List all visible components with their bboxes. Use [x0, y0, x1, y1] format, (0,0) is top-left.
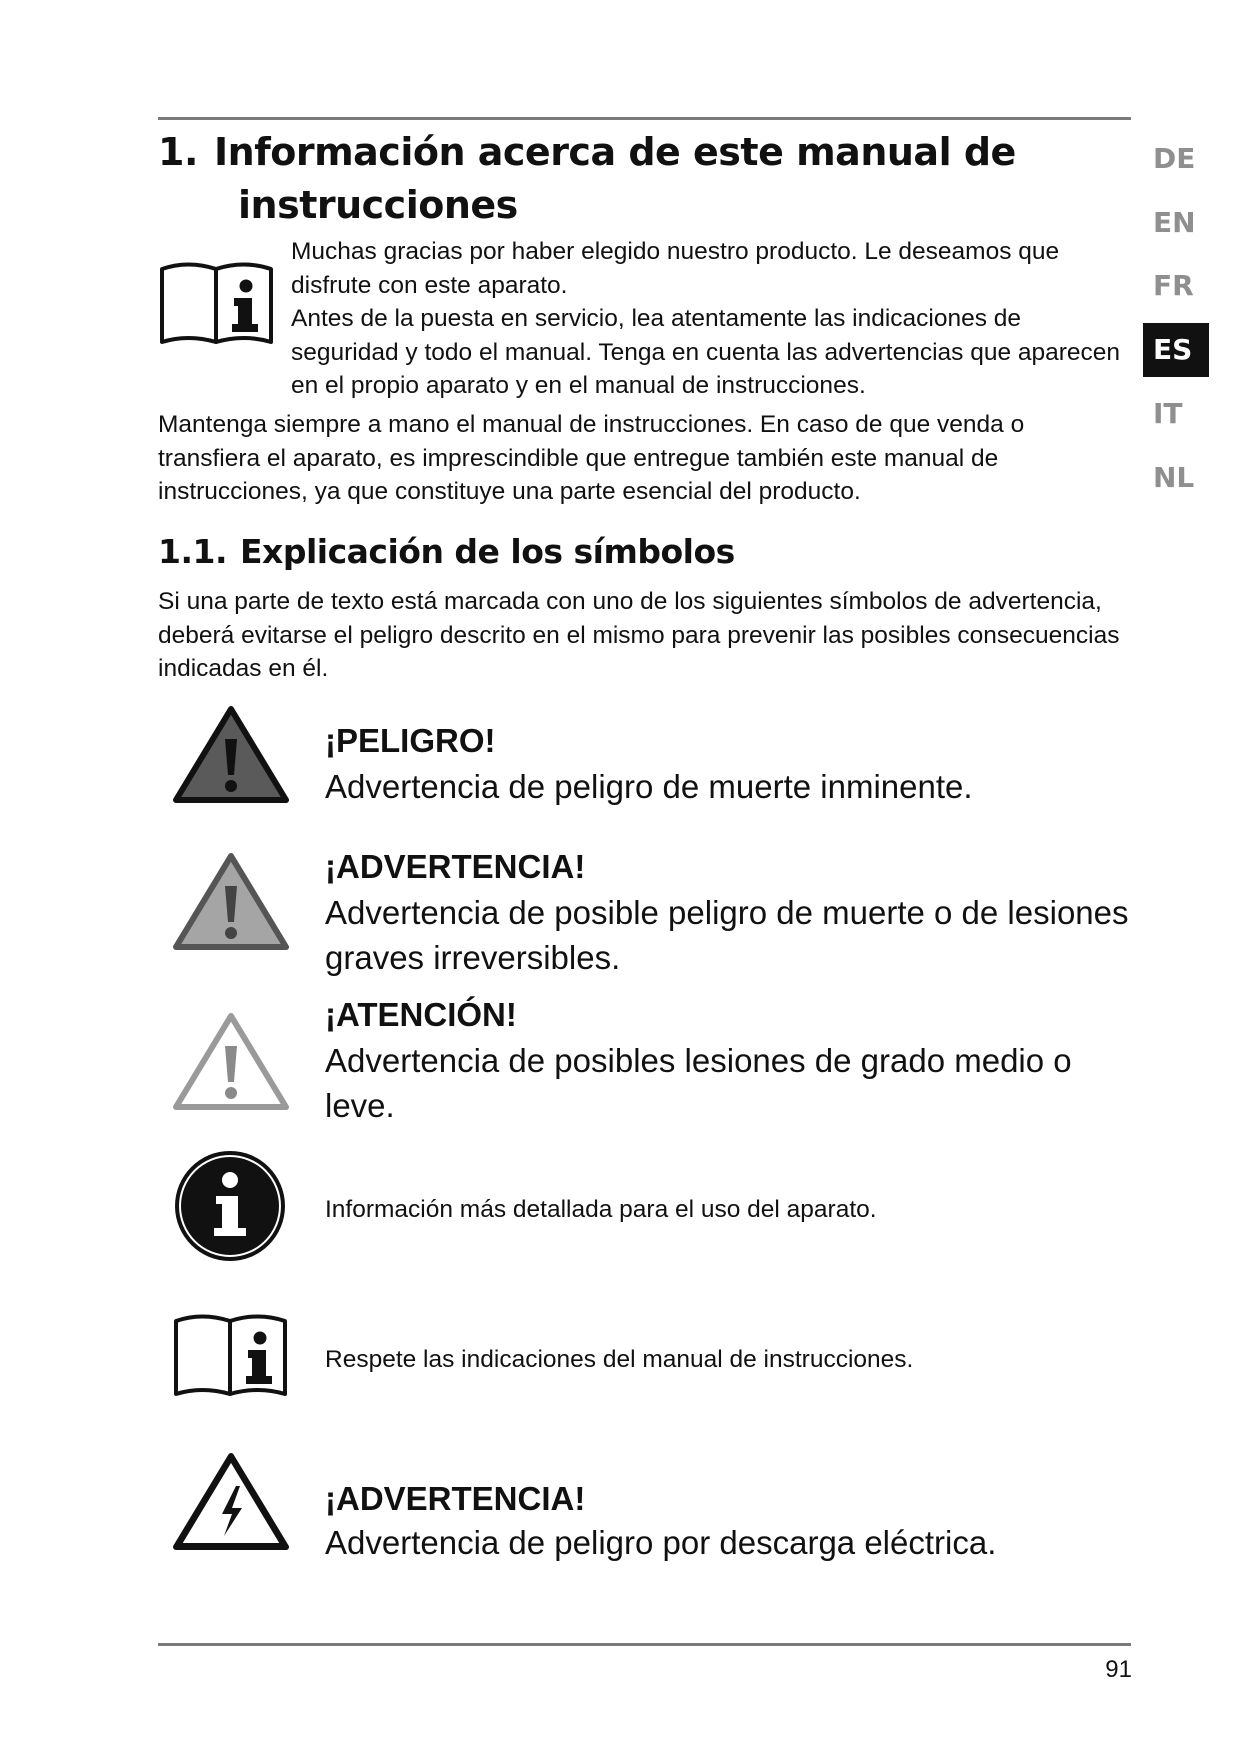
language-tab-it: IT	[1153, 397, 1183, 430]
symbol-caution-title: ¡ATENCIÓN!	[325, 996, 517, 1033]
symbol-manual-description: Respete las indicaciones del manual de instrucciones.	[325, 1346, 914, 1373]
info-circle-icon	[172, 1148, 288, 1264]
symbol-warning-description: Advertencia de posible peligro de muerte o de lesiones graves irreversibles.	[325, 894, 1129, 976]
intro-before-use: Antes de la puesta en servicio, lea atentamente las indicaciones de seguridad y todo el manual. Tenga en cuenta las advertencias que aparecen en el propio aparato y en el manual de instrucciones.	[291, 305, 1121, 399]
symbols-intro: Si una parte de texto está marcada con uno de los siguientes símbolos de advertencia, deberá evitarse el peligro descrito en el mismo para prevenir las posibles consecuencias indicadas en él.	[158, 588, 1120, 682]
section-title-line2: instrucciones	[238, 183, 518, 227]
symbol-danger-title: ¡PELIGRO!	[325, 722, 496, 759]
language-tab-de: DE	[1153, 142, 1196, 175]
manual-book-info-icon	[172, 1312, 289, 1398]
symbol-danger-description: Advertencia de peligro de muerte inminente.	[325, 768, 973, 805]
intro-keep-manual: Mantenga siempre a mano el manual de instrucciones. En caso de que venda o transfiera el aparato, es imprescindible que entregue también este manual de instrucciones, ya que constituye una parte esencial del producto.	[158, 411, 1025, 505]
language-tab-en: EN	[1153, 206, 1196, 239]
subsection-heading	[158, 530, 735, 574]
symbol-electric-title: ¡ADVERTENCIA!	[325, 1480, 586, 1517]
intro-thanks: Muchas gracias por haber elegido nuestro producto. Le deseamos que disfrute con este aparato.	[291, 238, 1060, 299]
danger-warning-triangle-icon	[172, 705, 290, 805]
section-number: 1.	[158, 130, 198, 174]
caution-triangle-icon	[172, 1012, 290, 1112]
symbol-info-description: Información más detallada para el uso del aparato.	[325, 1196, 877, 1223]
header-rule	[158, 117, 1131, 120]
language-tab-es: ES	[1143, 323, 1209, 377]
footer-rule	[158, 1643, 1131, 1646]
symbol-caution-description: Advertencia de posibles lesiones de grado medio o leve.	[325, 1042, 1072, 1124]
page-number: 91	[1105, 1656, 1132, 1683]
language-tab-nl: NL	[1153, 461, 1195, 494]
symbol-warning-title: ¡ADVERTENCIA!	[325, 848, 586, 885]
symbol-electric-description: Advertencia de peligro por descarga eléctrica.	[325, 1524, 997, 1561]
language-tab-fr: FR	[1153, 269, 1194, 302]
manual-book-info-icon	[158, 260, 275, 346]
subsection-title: Explicación de los símbolos	[240, 532, 735, 571]
section-title-line1: Información acerca de este manual de	[214, 130, 1016, 174]
subsection-number: 1.1.	[158, 532, 227, 571]
electric-shock-warning-icon	[172, 1452, 290, 1552]
intro-text	[291, 235, 1131, 403]
warning-triangle-icon	[172, 852, 290, 952]
